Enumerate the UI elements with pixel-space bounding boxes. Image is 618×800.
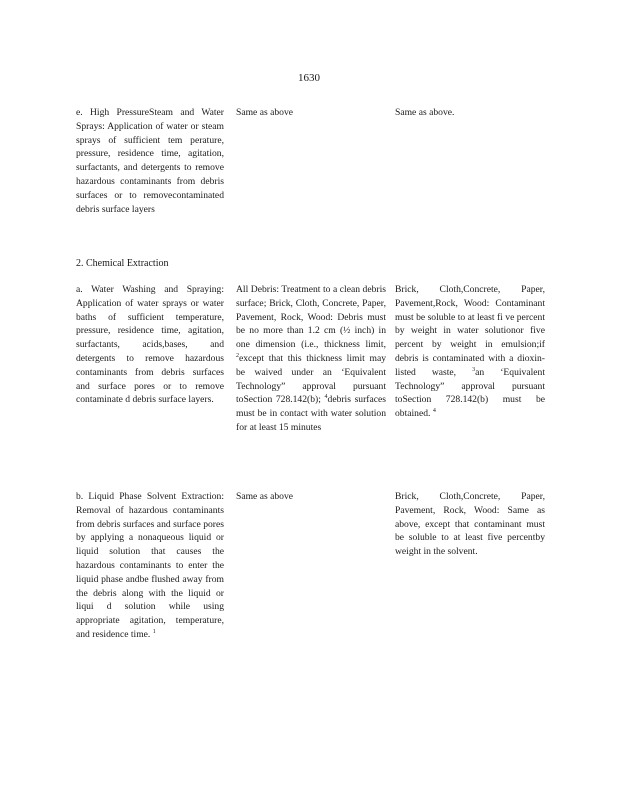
row-a-contaminant-part2: an ‘Equivalent Technology” approval pursuant toSection 728.142(b) must be obtained.	[395, 366, 545, 420]
row-b-contaminant: Brick, Cloth,Concrete, Paper, Pavement, Rock, Wood: Same as above, except that contaminant must be soluble to at least five percentby weight in the solvent.	[395, 491, 545, 558]
row-b-process-text: b. Liquid Phase Solvent Extraction: Removal of hazardous contaminants from debris surfaces and surface pores by applying a nonaqueous liquid or liquid solution that causes the hazardous contaminants to enter the liquid phase andbe flushed away from the debris along with the liquid or liqui d solution while using appropriate agitation, temperature, and residence time.	[76, 491, 224, 640]
footnote-ref-1: 1	[152, 628, 156, 635]
footnote-ref-4b: 4	[432, 407, 436, 414]
row-a-standard	[236, 283, 386, 435]
row-a-standard-part2: except that this thickness limit may be waived under an ‘Equivalent Technology” approval pursuant toSection 728.142(b);	[236, 352, 386, 406]
row-e-contaminant: Same as above.	[395, 107, 455, 118]
footnote-ref-4: 4	[324, 394, 328, 401]
row-b-standard: Same as above	[236, 491, 294, 502]
row-e-standard: Same as above	[236, 107, 294, 118]
footnote-ref-3: 3	[472, 366, 476, 373]
row-a-process: a. Water Washing and Spraying: Application of water sprays or water baths of sufficient temperature, pressure, residence time, agitation, surfactants, acids,bases, and detergents to remove hazardous contaminants from debris surfaces and surface pores or to remove contaminate d debris surface layers.	[76, 284, 224, 406]
row-a-standard-part1: All Debris: Treatment to a clean debris surface; Brick, Cloth, Concrete, Paper, Pavement, Rock, Wood: Debris must be no more than 1.2 cm (½ inch) in one dimension (i.e., thickness limit,	[236, 284, 386, 351]
row-e-process: e. High PressureSteam and Water Sprays: Application of water or steam sprays of sufficient tem perature, pressure, residence time, agitation, surfactants, and detergents to remove hazardous contaminants from debris surfaces or to removecontaminated debris surface layers	[76, 107, 224, 215]
section-heading: 2. Chemical Extraction	[76, 258, 169, 269]
row-a-standard-part3: debris surfaces must be in contact with water solution for at least 15 minutes	[236, 394, 387, 433]
row-a-contaminant-part1: Brick, Cloth,Concrete, Paper, Pavement,Rock, Wood: Contaminant must be soluble to at least fi ve percent by weight in water solutionor five percent by weight in emulsion;if debris is contaminated with a dioxin-listed waste,	[395, 284, 545, 378]
page-number: 1630	[298, 72, 320, 84]
row-a-contaminant	[395, 283, 545, 421]
footnote-ref-2: 2	[236, 352, 239, 359]
row-b-process	[76, 490, 224, 642]
